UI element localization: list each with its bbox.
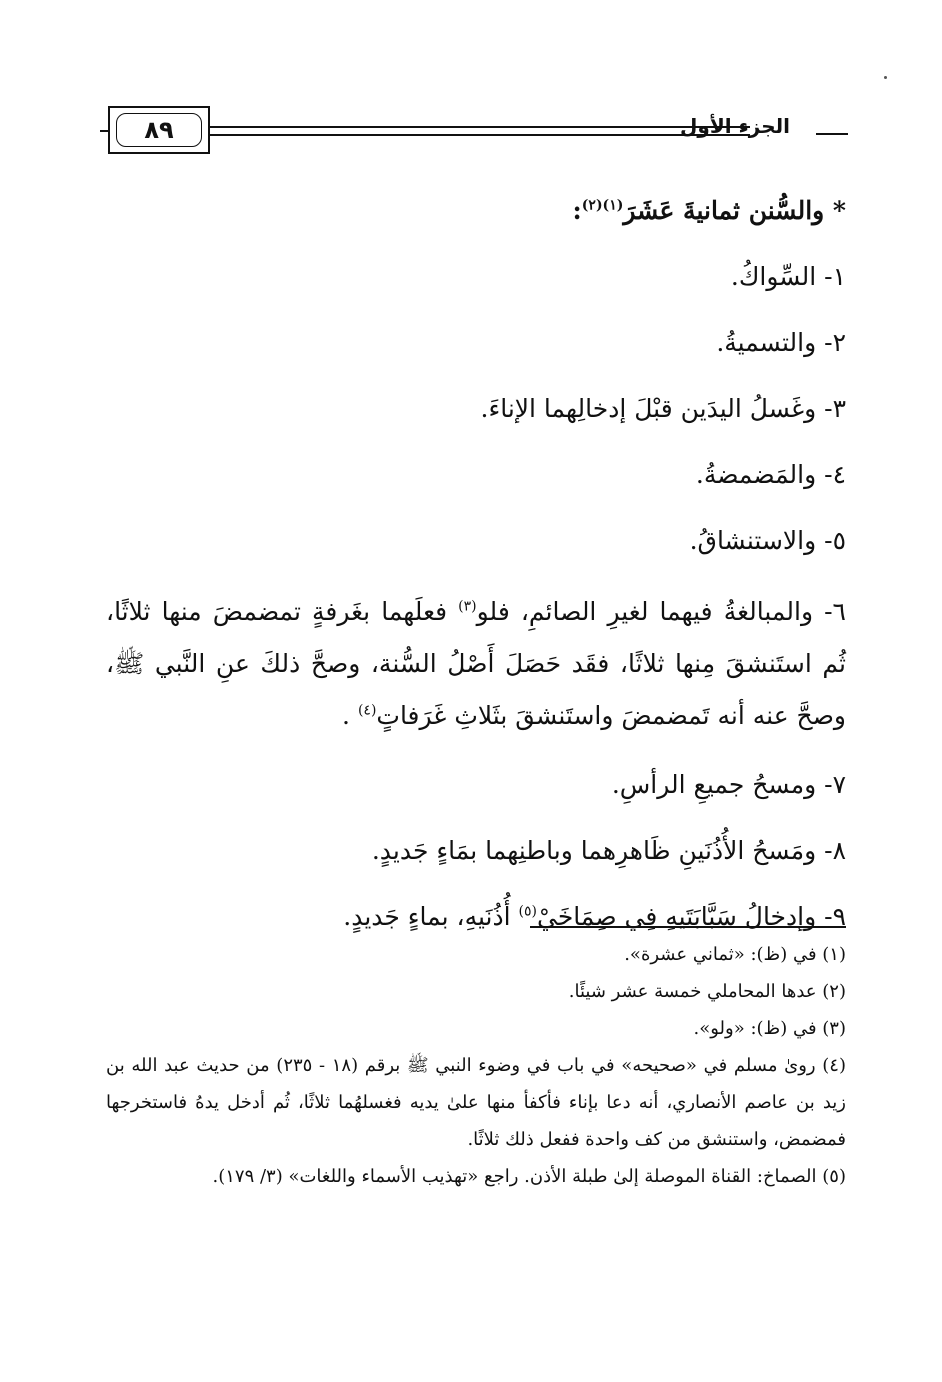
header-rule-bottom	[210, 134, 750, 136]
list-item: ٧- ومسحُ جميعِ الرأسِ.	[611, 770, 846, 799]
list-item: ٤- والمَضمضةُ.	[695, 460, 846, 489]
section-heading	[106, 178, 846, 244]
scan-speck	[884, 76, 887, 79]
item-text: أُذُنَيهِ، بماءٍ جَديدٍ.	[343, 902, 519, 931]
paragraph-text: فعلَهما بغَرفةٍ تمضمضَ منها ثلاثًا، ثُم استَنشقَ مِنها ثلاثًا، فقَد حَصَلَ أَصْلُ السُّنة، وصحَّ ذلكَ عنِ النَّبي ﷺ، وصحَّ عنه أنه تَمضمضَ واستَنشقَ بثَلاثِ غَرَفاتٍ	[106, 597, 846, 730]
main-text	[106, 178, 846, 950]
footnote-ref: (١)(٢)	[581, 197, 624, 214]
list-item-paragraph	[106, 586, 846, 742]
footnotes	[106, 936, 846, 1195]
page-number-frame	[108, 106, 210, 154]
list-item: ٨- ومَسحُ الأُذُنَينِ ظَاهرِهما وباطنِهما بمَاءٍ جَديدٍ.	[371, 836, 846, 865]
header-rule-left-short	[100, 130, 108, 132]
item-text: ٩- وإدخالُ سَبَّابَتَيهِ فِي صِمَاخَيْ	[537, 902, 846, 931]
footnote: (٢) عدها المحاملي خمسة عشر شيئًا.	[568, 981, 846, 1002]
header-rule-right	[816, 133, 848, 135]
footnote-ref: (٣)	[458, 598, 477, 615]
list-item: ٢- والتسميةُ.	[716, 328, 846, 357]
heading-colon: :	[572, 196, 582, 225]
footnote-ref: (٤)	[357, 702, 377, 719]
footnote: (٥) الصماخ: القناة الموصلة إلىٰ طبلة الأذن. راجع «تهذيب الأسماء واللغات» (٣/ ١٧٩).	[212, 1166, 846, 1187]
footnote-ref: (٥)	[518, 903, 537, 920]
paragraph-end: .	[342, 701, 358, 730]
list-item: ٣- وغَسلُ اليدَين قبْلَ إدخالِهما الإناءَ.	[480, 394, 846, 423]
footnote: (٤) روىٰ مسلم في «صحيحه» في باب في وضوء النبي ﷺ برقم (١٨ - ٢٣٥) من حديث عبد الله بن زيد بن عاصم الأنصاري، أنه دعا بإناء فأكفأ منها علىٰ يديه فغسلهُما ثلاثًا، ثُم أدخل يدهُ فاستخرجها فمضمض، واستنشق من كف واحدة ففعل ذلك ثلاثًا.	[106, 1055, 846, 1150]
heading-text: * والسُّنن ثمانيةَ عَشَرَ	[623, 196, 846, 225]
header-title: الجزء الأول	[680, 114, 790, 138]
header-rule-top	[210, 126, 750, 128]
list-item: ٥- والاستنشاقُ.	[689, 526, 846, 555]
list-item: ١- السِّواكُ.	[730, 262, 846, 291]
page-header	[108, 104, 848, 158]
page-number: ٨٩	[116, 113, 202, 147]
footnote: (١) في (ظ): «ثماني عشرة».	[624, 944, 846, 965]
footnote-separator	[530, 926, 846, 928]
paragraph-text: ٦- والمبالغةُ فيهما لغيرِ الصائمِ، فلو	[476, 597, 846, 626]
footnote: (٣) في (ظ): «ولو».	[693, 1018, 846, 1039]
